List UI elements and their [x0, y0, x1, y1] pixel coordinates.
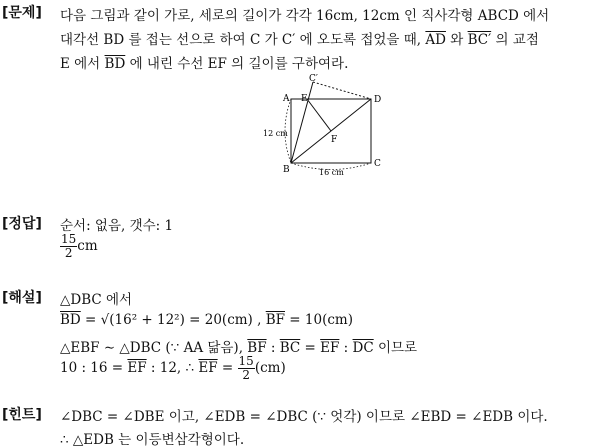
label-c: C [374, 159, 381, 169]
answer-tag: [정답] [2, 216, 42, 232]
answer-fraction: $\frac{15}{2}$ [61, 232, 77, 260]
label-16cm: 16 cm [319, 168, 344, 177]
label-b: B [283, 165, 290, 175]
segment-cpd [313, 82, 371, 99]
label-12cm: 12 cm [263, 129, 288, 138]
segment-ef [307, 99, 331, 131]
label-cp: C′ [309, 74, 318, 84]
hint-line-1: ∠DBC = ∠DBE 이고, ∠EDB = ∠DBC (∵ 엇각) 이므로 ∠EBD = ∠EDB 이다. [60, 409, 548, 425]
problem-tag: [문제] [2, 5, 42, 21]
solution-line-1: △DBC 에서 [60, 292, 133, 308]
label-d: D [374, 95, 382, 105]
problem-line-3: E 에서 $\overline{BD}$ 에 내린 수선 EF 의 길이를 구하여라. [60, 56, 349, 72]
label-e: E [301, 94, 308, 104]
solution-line-4: 10 : $16 = \overline{EF}$ : 12, ∴ $\overline{EF}$ = $\frac{15}{2}$ (cm) [60, 354, 286, 382]
solution-line-3: △EBF ∼ △DBC (∵ AA 닮음), $\overline{BF}$ : $\overline{BC} = \overline{EF}$ : $\overline{DC}$ 이므로 [60, 340, 418, 356]
label-f: F [331, 135, 338, 145]
answer-line-1: 순서: 없음, 갯수: 1 [60, 218, 174, 234]
hint-tag: [힌트] [2, 407, 42, 423]
label-a: A [283, 94, 290, 104]
solution-line-2: $\overline{BD} = √(16^2 + 12^2) = 20(cm)$ , $\overline{BF} = 10(cm)$ [60, 312, 353, 328]
hint-line-2: ∴ △EDB 는 이등변삼각형이다. [60, 432, 245, 448]
problem-line-2: 대각선 BD 를 접는 선으로 하여 C 가 C′ 에 오도록 접었을 때, $\overline{AD}$ 와 BC′ 의 교점 [60, 32, 539, 48]
problem-line-1: 다음 그림과 같이 가로, 세로의 길이가 각각 16cm, 12cm 인 직사각형 ABCD 에서 [60, 8, 550, 24]
answer-value: $\frac{15}{2}$ cm [61, 232, 98, 260]
solution-tag: [해설] [2, 290, 42, 306]
solution-fraction: $\frac{15}{2}$ [238, 354, 254, 382]
rectangle-fold-figure [255, 72, 390, 180]
